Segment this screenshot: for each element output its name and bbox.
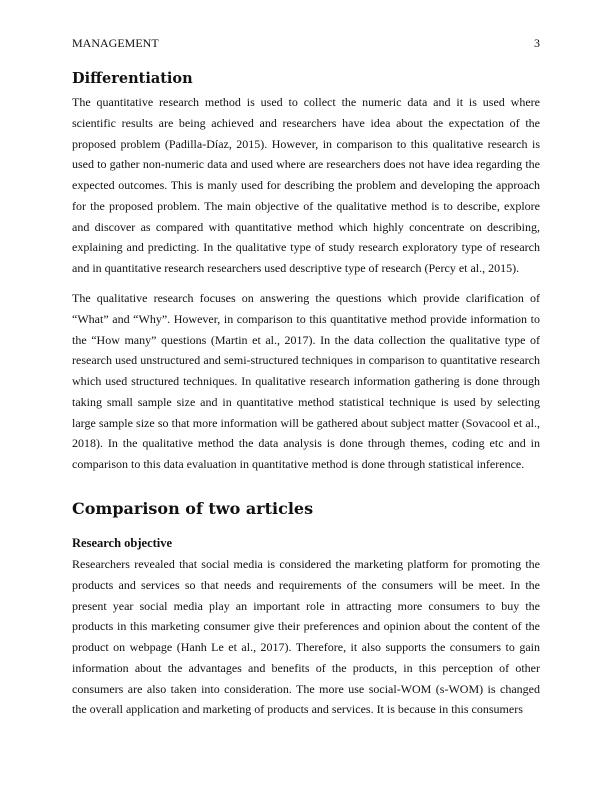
subheading-research-objective: Research objective [72, 536, 173, 550]
text-line: Researchers revealed that social media is considered the marketing platform for promoting the [72, 557, 540, 571]
text-line: used to gather non-numeric data and used where are researchers does not have idea regarding the [72, 157, 540, 172]
paragraph-3 [72, 554, 540, 720]
text-line: expected outcomes. This is manly used for describing the problem and developing the approach [72, 178, 540, 192]
text-line: consumers are also taken into consideration. The more use social-WOM (s-WOM) is changed [72, 681, 540, 696]
text-line: present year social media play an important role in attracting more consumers to buy the [72, 598, 540, 613]
text-line: explaining and predicting. In the qualitative type of study research exploratory type of research [72, 240, 540, 255]
text-line: and discover as compared with quantitative method which highly concentrate on describing, [72, 219, 540, 234]
text-line: products and services so that needs and requirements of the consumers will be meet. In the [72, 577, 540, 592]
text-line: large sample size so that more information will be gathered about subject matter (Sovacool et al., [72, 415, 540, 430]
text-line: the overall application and marketing of products and services. It is because in this consumers [72, 702, 523, 717]
text-line: 2018). In the qualitative method the data analysis is done through themes, coding etc and in [72, 436, 540, 451]
text-line: “What” and “Why”. However, in comparison to this quantitative method provide information to [72, 311, 540, 326]
text-line: products in this marketing consumer give their preferences and opinion about the content of the [72, 619, 540, 634]
page-number: 3 [534, 36, 540, 50]
text-line: scientific results are being achieved and researchers have idea about the expectation of the [72, 115, 540, 130]
text-line: comparison to this data evaluation in quantitative method is done through statistical inference. [72, 457, 525, 471]
heading-comparison: Comparison of two articles [72, 499, 314, 518]
running-head: MANAGEMENT [72, 36, 159, 50]
text-line: proposed problem (Padilla-Díaz, 2015). However, in comparison to this qualitative research is [72, 136, 540, 151]
text-line: information about the advantages and benefits of the products, in this perception of other [72, 660, 540, 675]
text-line: research used unstructured and semi-structured techniques in comparison to quantitative research [72, 353, 540, 368]
text-line: product on webpage (Hanh Le et al., 2017). Therefore, it also supports the consumers to gain [72, 640, 540, 654]
text-line: The qualitative research focuses on answering the questions which provide clarification of [72, 291, 540, 305]
heading-differentiation: Differentiation [72, 70, 193, 87]
text-line: and in quantitative research researchers used descriptive type of research (Percy et al., 2015). [72, 261, 520, 275]
paragraph-1 [72, 92, 540, 279]
text-line: The quantitative research method is used to collect the numeric data and it is used where [72, 95, 540, 109]
paragraph-2 [72, 288, 540, 475]
text-line: taking small sample size and in quantitative method statistical technique is used by selecting [72, 394, 540, 409]
text-line: for the proposed problem. The main objective of the qualitative method is to describe, explore [72, 198, 540, 213]
text-line: the “How many” questions (Martin et al., 2017). In the data collection the qualitative type of [72, 332, 540, 347]
page-header [72, 36, 540, 51]
text-line: which used structured techniques. In qualitative research information gathering is done through [72, 374, 540, 388]
